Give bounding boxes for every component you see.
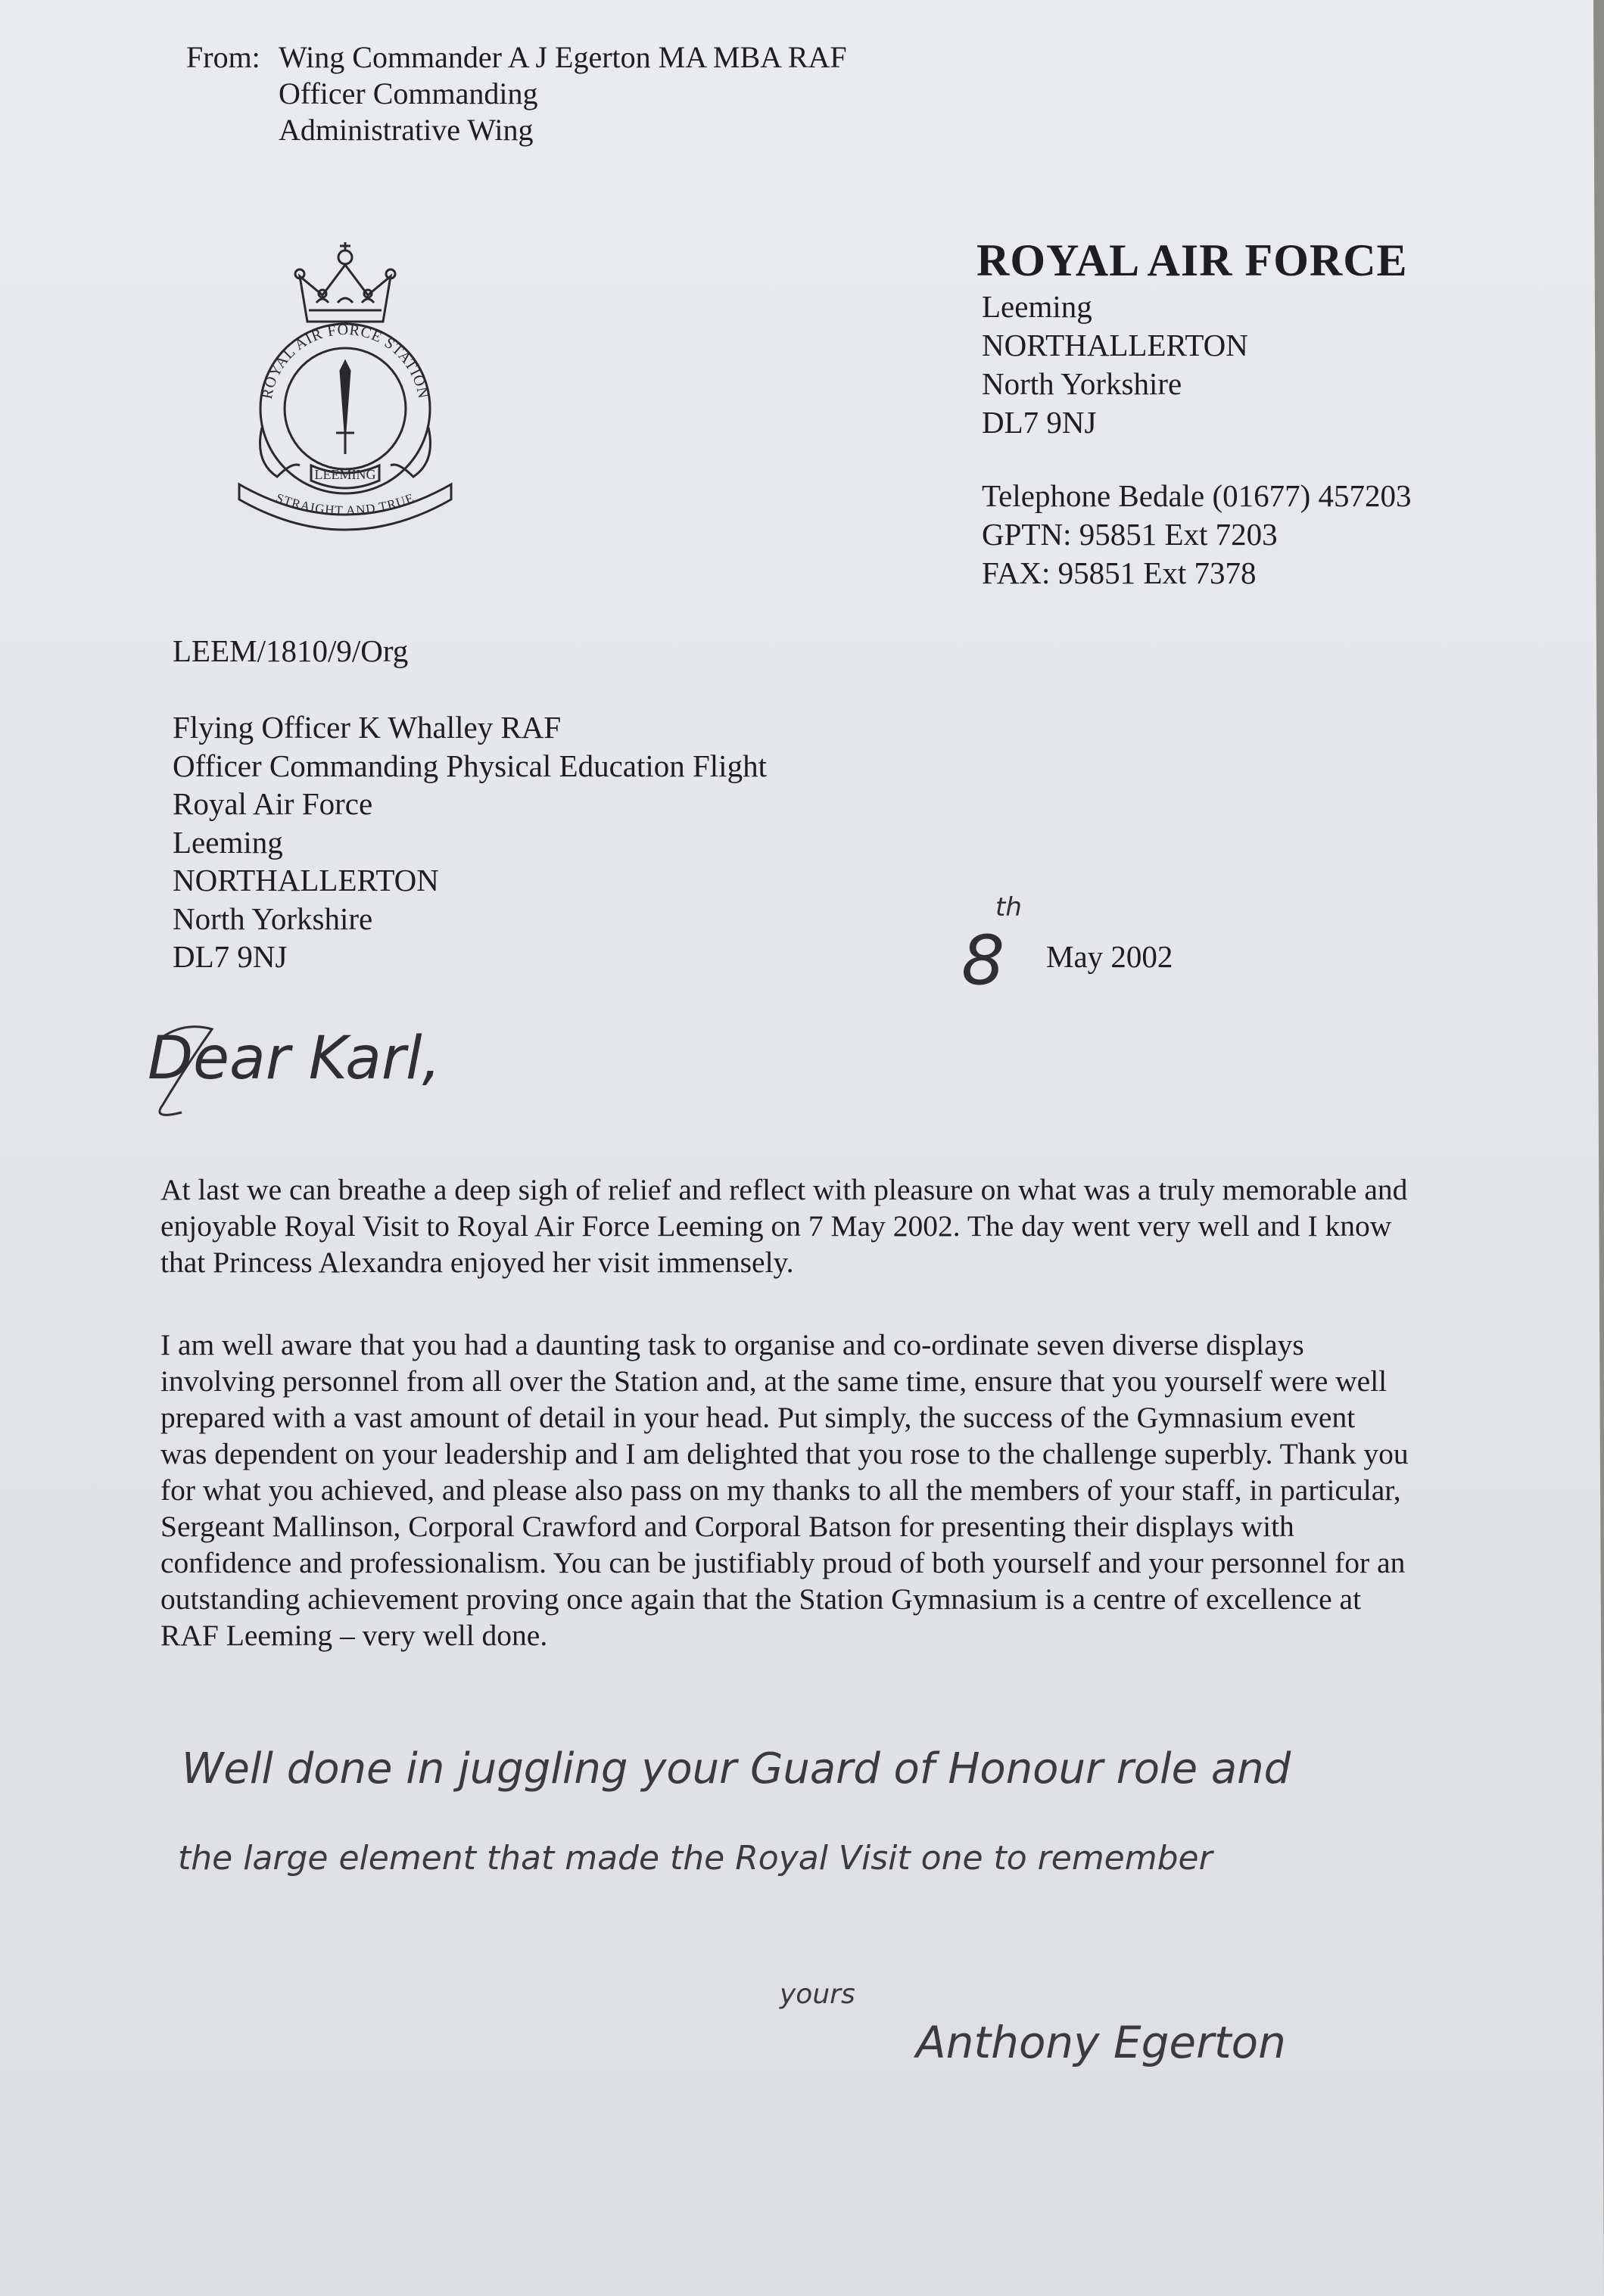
svg-text:8: 8 [961, 921, 1005, 995]
handwritten-closing: yours [780, 1979, 855, 2010]
crest-ring-text: ROYAL AIR FORCE STATION [258, 321, 432, 401]
letterhead-address-line: North Yorkshire [982, 366, 1182, 401]
body-line: was dependent on your leadership and I am delighted that you rose to the challenge superbly. Thank you [160, 1437, 1409, 1470]
handwritten-salutation [140, 1006, 534, 1128]
recipient-line: DL7 9NJ [173, 939, 288, 974]
handwritten-date-day [946, 882, 1060, 995]
letterhead-address-line: DL7 9NJ [982, 405, 1097, 440]
reference-number: LEEM/1810/9/Org [173, 633, 409, 668]
body-line: At last we can breathe a deep sigh of relief and reflect with pleasure on what was a truly memorable and [160, 1173, 1408, 1206]
body-paragraph-2 [160, 1327, 1561, 1654]
crest-station-text: LEEMING [314, 467, 376, 482]
body-line: that Princess Alexandra enjoyed her visit immensely. [160, 1246, 794, 1279]
letterhead-title: ROYAL AIR FORCE [976, 235, 1408, 285]
fax-line: FAX: 95851 Ext 7378 [982, 555, 1257, 590]
body-line: prepared with a vast amount of detail in your head. Put simply, the success of the Gymnasium event [160, 1401, 1356, 1434]
svg-text:Dear Karl,: Dear Karl, [148, 1025, 441, 1093]
sender-line: Wing Commander A J Egerton MA MBA RAF [279, 40, 847, 74]
body-line: RAF Leeming – very well done. [160, 1619, 548, 1652]
raf-station-leeming-crest-icon [224, 235, 466, 537]
recipient-line: North Yorkshire [173, 901, 373, 936]
letterhead-address-line: Leeming [982, 289, 1092, 324]
svg-text:th: th [995, 892, 1022, 922]
body-line: involving personnel from all over the Station and, at the same time, ensure that you yourself were well [160, 1364, 1388, 1398]
recipient-address [173, 708, 767, 976]
letter-date: May 2002 [1046, 939, 1173, 974]
handwritten-note-line-2: the large element that made the Royal Visit one to remember [178, 1839, 1213, 1878]
sender-from-label: From: [186, 40, 260, 74]
body-line: outstanding achievement proving once again that the Station Gymnasium is a centre of excellence at [160, 1582, 1362, 1616]
body-line: Sergeant Mallinson, Corporal Crawford and Corporal Batson for presenting their displays with [160, 1510, 1294, 1543]
crest-motto-text: STRAIGHT AND TRUE [274, 490, 416, 518]
letterhead-address [982, 288, 1248, 442]
body-paragraph-1 [160, 1171, 1561, 1280]
recipient-line: Royal Air Force [173, 786, 373, 821]
letterhead-address-line: NORTHALLERTON [982, 328, 1248, 362]
telephone-line: Telephone Bedale (01677) 457203 [982, 478, 1412, 513]
body-line: confidence and professionalism. You can be justifiably proud of both yourself and your personnel for an [160, 1546, 1406, 1579]
recipient-line: Officer Commanding Physical Education Flight [173, 748, 767, 783]
sender-line: Officer Commanding [279, 76, 538, 110]
body-line: enjoyable Royal Visit to Royal Air Force Leeming on 7 May 2002. The day went very well and I know [160, 1209, 1392, 1243]
gptn-line: GPTN: 95851 Ext 7203 [982, 517, 1278, 552]
sender-line: Administrative Wing [279, 113, 534, 147]
handwritten-signature: Anthony Egerton [916, 2017, 1286, 2068]
letterhead-contact [982, 477, 1412, 593]
handwritten-note-line-1: Well done in juggling your Guard of Honour role and [182, 1744, 1291, 1794]
recipient-line: NORTHALLERTON [173, 863, 439, 898]
body-line: for what you achieved, and please also pass on my thanks to all the members of your staff, in particular, [160, 1473, 1401, 1507]
body-line: I am well aware that you had a daunting task to organise and co-ordinate seven diverse displays [160, 1328, 1304, 1361]
recipient-line: Flying Officer K Whalley RAF [173, 710, 562, 745]
recipient-line: Leeming [173, 824, 283, 860]
handwritten-note [167, 1718, 1499, 2142]
